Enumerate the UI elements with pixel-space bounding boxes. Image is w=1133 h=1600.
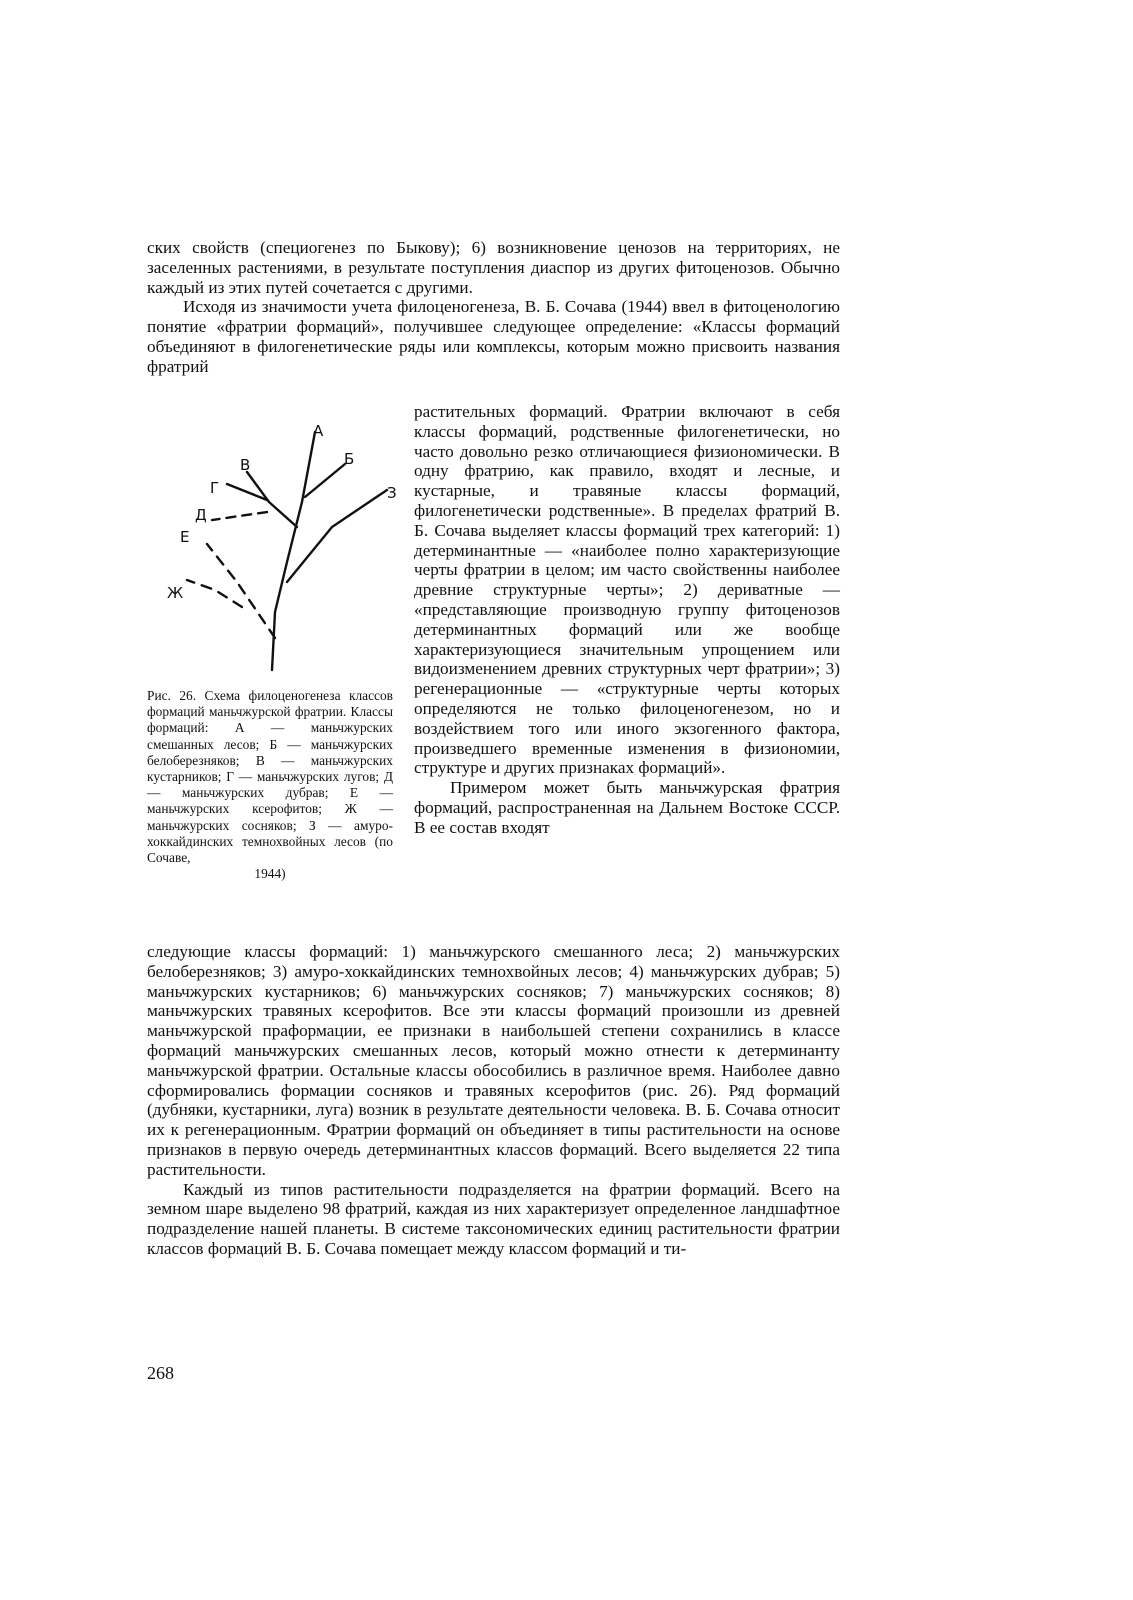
paragraph-vegetation-types: Каждый из типов растительности подразделяется на фратрии формаций. Всего на земном шаре выделено 98 фратрий, каждая из них характеризует определенное ландшафтное подразделение нашей планеты. В системе таксономических единиц растительности фратрии классов формаций В. Б. Сочава помещает между классом формаций и ти- — [147, 1179, 840, 1258]
caption-text: Рис. 26. Схема филоценогенеза классов формаций маньчжурской фратрии. Классы формаций: А — маньчжурских смешанных лесов; Б — маньчжурских белоберезняков; В — маньчжурских кустарников; Г — маньчжурских лугов; Д — маньчжурских дубрав; Е — маньчжурских ксерофитов; Ж — маньчжурских сосняков; З — амуро-хоккайдинских темнохвойных лесов (по Сочаве, — [147, 688, 393, 866]
branch-e — [207, 544, 275, 638]
branch-zh — [187, 580, 242, 607]
figure-26 — [147, 402, 407, 922]
page-number: 268 — [147, 1363, 174, 1383]
caption-year: 1944) — [254, 866, 286, 882]
label-a: А — [313, 422, 324, 440]
paragraph-wrapped: растительных формаций. Фратрии включают в себя классы формаций, родственные филогенетически, но часто довольно резко отличающиеся физиономически. В одну фратрию, как правило, входят и лесные, и кустарные, и травяные классы формаций, филогенетически родственные». В пределах фратрий В. Б. Сочава выделяет классы формаций трех категорий: 1) детерминантные — «наиболее полно характеризующие черты фратрии в целом; им часто свойственны наиболее древние структурные черты»; 2) дериватные — «представляющие производную группу фитоценозов детерминантных формаций или же вообще характеризующиеся значительным упрощением или видоизменением древних структурных черт фратрии»; 3) регенерационные — «структурные черты которых определяются не только филоценогенезом, но и воздействием того или иного экзогенного фактора, произведшего временные изменения в физиономии, структуре и других признаках формаций». — [414, 402, 840, 778]
paragraph-example: Примером может быть маньчжурская фратрия формаций, распространенная на Дальнем Востоке СССР. В ее состав входят — [414, 778, 840, 837]
branch-d — [212, 512, 267, 520]
top-text-block — [147, 238, 840, 377]
wrapped-text-block — [414, 402, 840, 838]
paragraph-manchurian-classes: следующие классы формаций: 1) маньчжурского смешанного леса; 2) маньчжурских белоберезняков; 3) амуро-хоккайдинских темнохвойных лесов; 4) маньчжурских дубрав; 5) маньчжурских кустарников; 6) маньчжурских сосняков; 7) маньчжурских сосняков; 8) маньчжурских травяных ксерофитов. Все эти классы формаций произошли из древней маньчжурской праформации, ее признаки в наибольшей степени сохранились в классе формаций маньчжурских смешанных лесов, который можно отнести к детерминанту маньчжурской фратрии. Остальные классы обособились в различное время. Наиболее давно сформировались формации сосняков и травяных ксерофитов (рис. 26). Ряд формаций (дубняки, кустарники, луга) возник в результате деятельности человека. В. Б. Сочава относит их к регенерационным. Фратрии формаций он объединяет в типы растительности на основе признаков в первую очередь детерминантных классов формаций. Всего выделяется 22 типа растительности. — [147, 942, 840, 1179]
label-z: З — [387, 484, 397, 502]
label-g: Г — [210, 479, 220, 497]
figure-caption — [147, 688, 393, 882]
branch-b — [305, 464, 345, 497]
label-d: Д — [195, 506, 207, 524]
bottom-text-block — [147, 942, 840, 1259]
label-v: В — [240, 456, 251, 474]
paragraph-continuation: ских свойств (специогенез по Быкову); 6) возникновение ценозов на территориях, не заселенных растениями, в результате поступления диаспор из других фитоценозов. Обычно каждый из этих путей сочетается с другими. — [147, 238, 840, 297]
phylocenogenesis-tree-diagram — [147, 402, 407, 682]
tree-trunk — [272, 432, 315, 670]
label-e: Е — [180, 528, 190, 546]
label-zh: Ж — [167, 584, 184, 602]
label-b: Б — [344, 450, 355, 468]
paragraph-sochava-intro: Исходя из значимости учета филоценогенеза, В. Б. Сочава (1944) ввел в фитоценологию понятие «фратрии формаций», получившее следующее определение: «Классы формаций объединяют в филогенетические ряды или комплексы, которым можно присвоить названия фратрий — [147, 297, 840, 376]
branch-v — [247, 472, 297, 527]
